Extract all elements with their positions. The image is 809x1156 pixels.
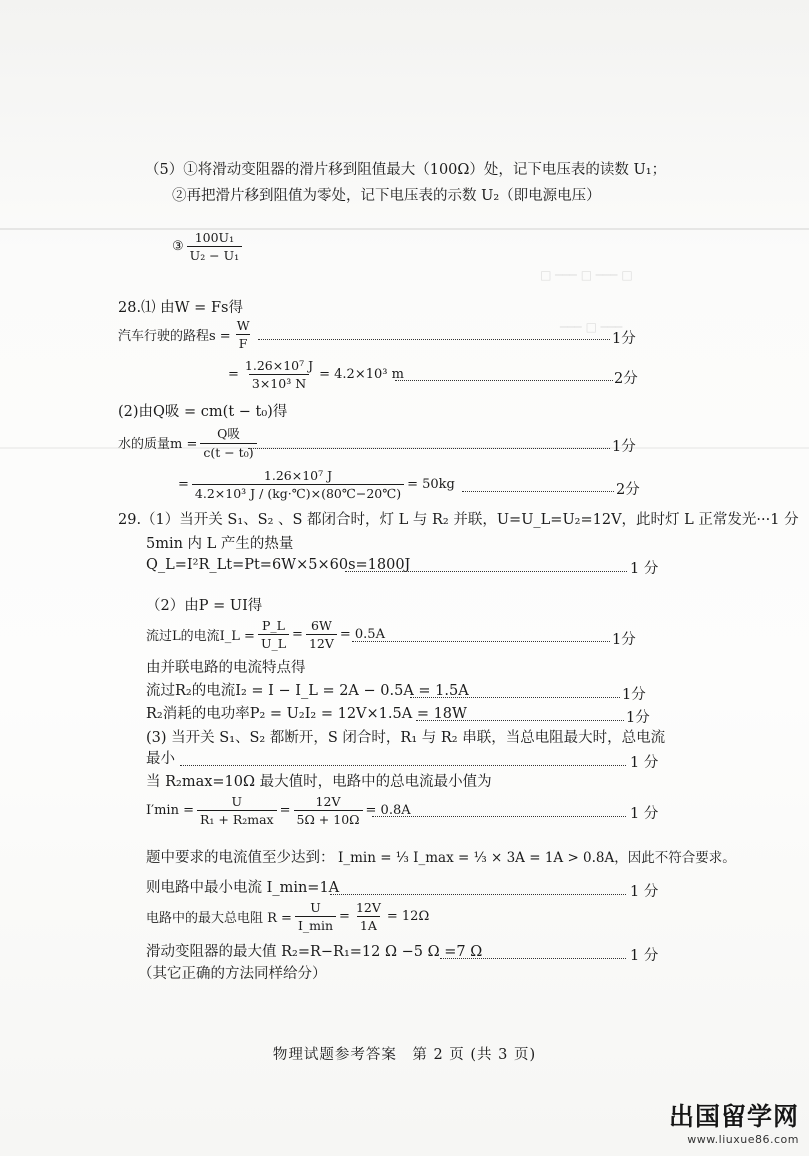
fraction xyxy=(192,468,404,501)
score-label: 2分 xyxy=(616,482,640,498)
page-footer: 物理试题参考答案 第 2 页 (共 3 页) xyxy=(272,1047,537,1063)
numerator: W xyxy=(236,318,250,333)
numerator: U xyxy=(310,900,321,915)
equals-sign: = xyxy=(339,909,350,924)
score-leader-dots xyxy=(330,893,626,895)
fraction xyxy=(295,900,336,933)
q29-r2-current: 流过R₂的电流I₂ = I − I_L = 2A − 0.5A = 1.5A xyxy=(146,683,469,699)
denominator: I_min xyxy=(295,916,336,933)
q29-part2-intro: （2）由P = UI得 xyxy=(146,598,263,614)
numerator: 1.26×10⁷ J xyxy=(263,468,333,483)
equals-sign: = xyxy=(228,367,239,382)
fraction xyxy=(187,230,243,263)
q27-part5-line2: ②再把滑片移到阻值为零处，记下电压表的示数 U₂（即电源电压） xyxy=(172,188,601,204)
q29-part1-line1: 29.（1）当开关 S₁、S₂ 、S 都闭合时，灯 L 与 R₂ 并联，U=U_L=U₂=12V，此时灯 L 正常发光···1 分 xyxy=(118,512,799,528)
fraction xyxy=(242,358,316,391)
numerator: 100U₁ xyxy=(194,230,235,245)
fraction xyxy=(197,794,277,827)
distance-label: 汽车行驶的路程s = xyxy=(118,329,231,344)
score-leader-dots xyxy=(345,570,627,572)
circled-number-3: ③ xyxy=(172,239,184,254)
score-label: 1分 xyxy=(612,439,636,455)
score-leader-dots xyxy=(416,719,624,721)
denominator: F xyxy=(236,334,251,351)
score-leader-dots xyxy=(248,447,610,449)
denominator: 3×10³ N xyxy=(249,374,309,391)
denominator: 5Ω + 10Ω xyxy=(294,810,363,827)
score-leader-dots xyxy=(440,957,626,959)
score-label: 1分 xyxy=(612,632,636,648)
fraction xyxy=(258,618,289,651)
equals-sign: = xyxy=(292,627,303,642)
denominator: 12V xyxy=(306,634,337,651)
fraction xyxy=(200,424,256,460)
rmax-label: 电路中的最大总电阻 R = xyxy=(146,911,292,926)
fraction xyxy=(353,900,384,933)
q29-current-formula xyxy=(146,618,385,651)
score-label: 2分 xyxy=(614,371,638,387)
q29-required-formula: I_min = ⅓ I_max = ⅓ × 3A = 1A > 0.8A，因此不符合要求。 xyxy=(338,850,736,866)
q27-part5-line1: （5）①将滑动变阻器的滑片移到阻值最大（100Ω）处，记下电压表的读数 U₁； xyxy=(145,162,667,178)
score-label: 1 分 xyxy=(630,884,659,900)
q29-part3-line2: 最小 xyxy=(146,751,175,767)
denominator: U₂ − U₁ xyxy=(187,246,243,263)
equals-sign: = xyxy=(279,803,291,818)
numerator: 12V xyxy=(315,794,341,809)
q28-mass-formula xyxy=(118,424,260,460)
fraction xyxy=(306,618,337,651)
score-leader-dots xyxy=(462,490,614,492)
site-watermark-logo xyxy=(669,1097,799,1146)
q29-rmax-formula xyxy=(146,900,429,933)
numerator: Q吸 xyxy=(217,426,240,441)
q28-part1-intro: 28.⑴ 由W = Fs得 xyxy=(118,300,243,316)
denominator: c(t − t₀) xyxy=(200,443,256,460)
paper-fold-line xyxy=(0,228,809,230)
imin-label: I′min = xyxy=(146,803,194,818)
q29-part3-line1: (3) 当开关 S₁、S₂ 都断开，S 闭合时，R₁ 与 R₂ 串联，当总电阻最大时，总电流 xyxy=(146,730,666,746)
q28-distance-calc xyxy=(228,358,404,391)
denominator: R₁ + R₂max xyxy=(197,810,277,827)
q29-part1-line3: Q_L=I²R_Lt=Pt=6W×5×60s=1800J xyxy=(146,557,411,573)
numerator: 12V xyxy=(355,900,381,915)
q27-part5-formula xyxy=(172,230,245,263)
distance-result: = 4.2×10³ m xyxy=(319,367,404,382)
current-label: 流过L的电流I_L = xyxy=(146,629,255,644)
score-label: 1 分 xyxy=(630,948,659,964)
score-label: 1分 xyxy=(626,710,650,726)
fraction xyxy=(234,318,253,351)
q29-note: （其它正确的方法同样给分） xyxy=(138,966,327,982)
denominator: U_L xyxy=(258,634,289,651)
score-label: 1 分 xyxy=(630,755,659,771)
watermark-name: 出国留学网 xyxy=(668,1102,799,1131)
numerator: U xyxy=(231,794,243,809)
q28-part2-intro: (2)由Q吸 = cm(t − t₀)得 xyxy=(118,404,288,420)
numerator: 1.26×10⁷ J xyxy=(244,358,314,373)
show-through-text: □ ─── □ ─── □ xyxy=(540,268,633,282)
equals-sign: = xyxy=(178,477,189,492)
q28-distance-formula xyxy=(118,318,256,351)
score-leader-dots xyxy=(395,379,613,381)
mass-result: = 50kg xyxy=(407,477,455,492)
mass-label: 水的质量m = xyxy=(118,436,198,452)
score-label: 1 分 xyxy=(630,806,659,822)
q29-part1-line2: 5min 内 L 产生的热量 xyxy=(146,536,294,552)
score-label: 1分 xyxy=(622,687,646,703)
show-through-text: ─── □ ─── xyxy=(560,320,623,334)
rmax-result: = 12Ω xyxy=(386,909,430,924)
score-leader-dots xyxy=(180,764,626,766)
q29-parallel-note: 由并联电路的电流特点得 xyxy=(146,660,306,676)
q29-min-current: 则电路中最小电流 I_min=1A xyxy=(146,880,340,896)
q29-r2-power: R₂消耗的电功率P₂ = U₂I₂ = 12V×1.5A = 18W xyxy=(146,706,467,722)
q29-imin-formula xyxy=(146,794,411,827)
denominator: 4.2×10³ J / (kg·℃)×(80℃−20℃) xyxy=(192,484,404,501)
q28-mass-calc xyxy=(178,468,455,501)
score-leader-dots xyxy=(258,338,610,340)
q29-required-text: 题中要求的电流值至少达到： xyxy=(146,850,335,866)
current-result: = 0.5A xyxy=(339,627,385,642)
score-leader-dots xyxy=(372,815,626,817)
fraction xyxy=(294,794,363,827)
q29-slider-max: 滑动变阻器的最大值 R₂=R−R₁=12 Ω −5 Ω =7 Ω xyxy=(146,944,483,960)
imin-result: = 0.8A xyxy=(365,803,411,818)
score-leader-dots xyxy=(410,696,620,698)
watermark-url: www.liuxue86.com xyxy=(687,1133,799,1146)
score-leader-dots xyxy=(352,640,610,642)
numerator: 6W xyxy=(311,618,332,633)
score-label: 1 分 xyxy=(630,561,659,577)
numerator: P_L xyxy=(262,618,285,633)
q29-part3-line3: 当 R₂max=10Ω 最大值时，电路中的总电流最小值为 xyxy=(146,774,492,790)
denominator: 1A xyxy=(357,916,380,933)
score-label: 1分 xyxy=(612,331,636,347)
